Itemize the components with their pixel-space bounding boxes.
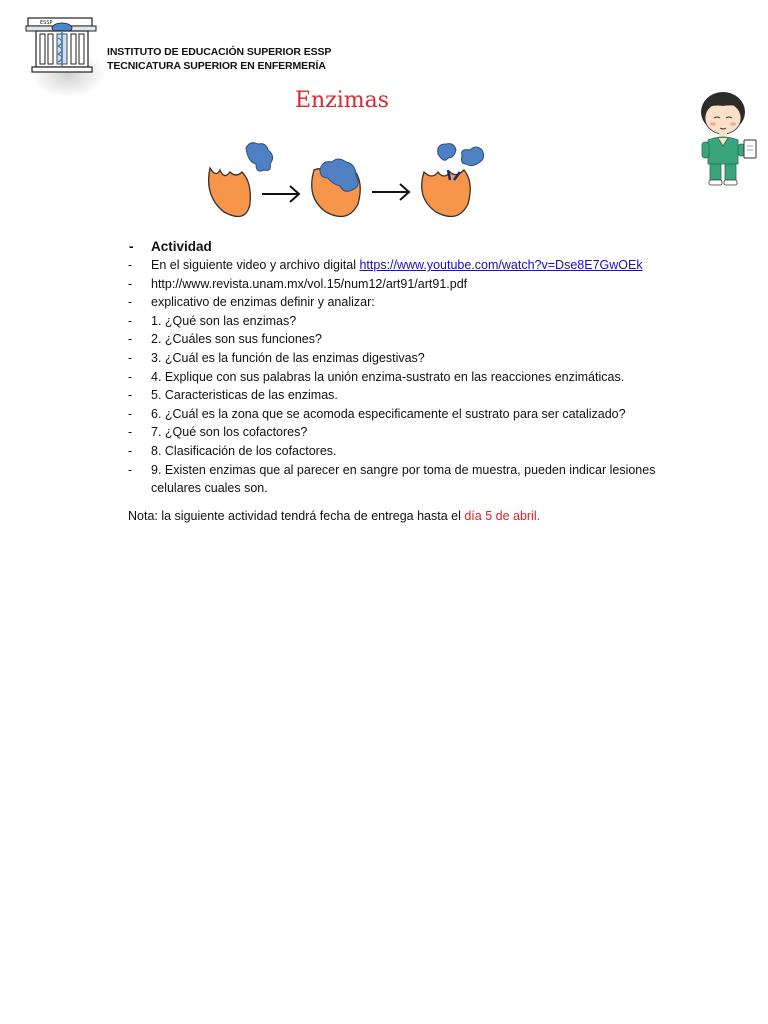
question-3: - 3. ¿Cuál es la función de las enzimas digestivas? xyxy=(128,349,668,368)
question-8: - 8. Clasificación de los cofactores. xyxy=(128,442,668,461)
institution-header xyxy=(107,46,331,73)
figure-title: Enzimas xyxy=(294,88,390,113)
enzyme-figure xyxy=(198,86,486,226)
note-text: Nota: la siguiente actividad tendrá fecha de entrega hasta el xyxy=(128,508,465,523)
institution-name: INSTITUTO DE EDUCACIÓN SUPERIOR ESSP xyxy=(107,46,332,58)
delivery-note xyxy=(128,507,668,525)
activity-list xyxy=(128,237,668,498)
svg-text:ESSP: ESSP xyxy=(40,20,53,26)
program-name: TECNICATURA SUPERIOR EN ENFERMERÍA xyxy=(107,59,326,72)
institute-logo-icon xyxy=(22,14,102,78)
youtube-link[interactable]: https://www.youtube.com/watch?v=Dse8E7GwOEk xyxy=(359,258,643,272)
nurse-illustration-icon xyxy=(690,88,760,188)
list-item-instructions: - explicativo de enzimas definir y analizar: xyxy=(128,293,668,312)
question-6: - 6. ¿Cuál es la zona que se acomoda especificamente el sustrato para ser catalizado? xyxy=(128,405,668,424)
due-date: día 5 de abril. xyxy=(464,508,541,523)
video-intro-text: En el siguiente video y archivo digital xyxy=(151,258,360,272)
question-1: - 1. ¿Qué son las enzimas? xyxy=(128,312,668,331)
question-7: - 7. ¿Qué son los cofactores? xyxy=(128,423,668,442)
activity-section xyxy=(128,237,668,525)
question-2: - 2. ¿Cuáles son sus funciones? xyxy=(128,330,668,349)
question-5: - 5. Caracteristicas de las enzimas. xyxy=(128,386,668,405)
question-4: - 4. Explique con sus palabras la unión enzima-sustrato en las reacciones enzimáticas. xyxy=(128,368,668,387)
list-item-video xyxy=(128,256,668,275)
list-item-article-url: - http://www.revista.unam.mx/vol.15/num12/art91/art91.pdf xyxy=(128,275,668,294)
question-9: - 9. Existen enzimas que al parecer en sangre por toma de muestra, pueden indicar lesiones celulares cuales son. xyxy=(128,461,668,498)
enzyme-diagram-icon xyxy=(198,86,486,226)
activity-heading: - Actividad xyxy=(128,237,668,256)
